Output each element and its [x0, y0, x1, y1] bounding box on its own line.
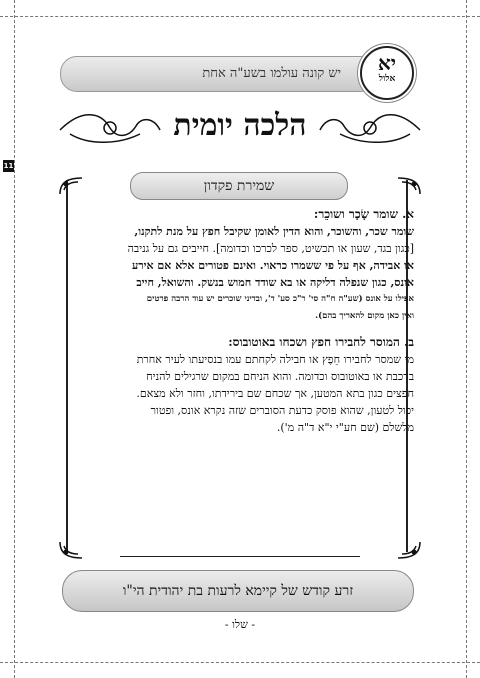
dedication-banner — [62, 570, 414, 612]
text-line: ואין כאן מקום להאריך בהם). — [315, 311, 414, 321]
date-logo — [360, 46, 414, 100]
title-ornament-row — [50, 100, 430, 156]
page-number-tab: 11 — [3, 162, 14, 170]
text-line: מלשלם (שם חע"י י"א ד"ה מ'). — [276, 421, 414, 434]
corner-ornament-icon — [58, 540, 84, 560]
top-banner — [60, 56, 378, 92]
halacha-section-b — [64, 334, 414, 436]
corner-ornament-icon — [396, 176, 422, 196]
text-line: יכול לטעון, שהוא פוסק כדעת הסוברים שזה נקרא אונס, ופטור — [150, 404, 414, 417]
corner-ornament-icon — [58, 176, 84, 196]
page-footer: - שלו - — [224, 618, 256, 631]
bottom-divider — [120, 556, 360, 557]
crop-line-right — [466, 0, 467, 678]
logo-month: אלול — [378, 74, 396, 84]
section-title-text: שמירת פקדון — [203, 178, 275, 194]
text-line: או אבידה, אף על פי ששמרו כראוי. ואינם פטורים אלא אם אירע — [132, 259, 414, 272]
halacha-section-a — [64, 206, 414, 325]
text-line: חפצים כגון בתא המטען, אך שכחם שם בירידתו, וחזר ולא מצאם. — [136, 387, 414, 400]
logo-day: יא — [377, 51, 397, 75]
text-line: ברכבת או באוטובוס וכדומה. והוא הניחם במקום שרגילים להניח — [146, 370, 414, 383]
text-line: אפילו על אונס (שע"ה ח"ה סי' ר"כ סע' ד', ובדיני שוכרים יש עוד הרבה פרטים — [146, 294, 414, 304]
crop-line-top — [0, 16, 480, 17]
dedication-text: זרע קודש של קיימא לרעות בת יהודית הי"ו — [122, 583, 354, 599]
crop-line-left — [14, 0, 15, 678]
text-line: אונס, כגון שנפלה דליקה או בא שודד חמוש בנשק. והשואל, חייב — [136, 276, 414, 289]
corner-ornament-icon — [396, 540, 422, 560]
section-heading: א. שומר שָׂכָר ושוכֵר: — [313, 207, 414, 221]
text-line: שומר שכר, והשוכר, והוא הדין לאומן שקיבל חפץ על מנת לתקנו, — [134, 225, 414, 238]
section-heading: ב. המוסר לחבירו חפץ ושכחו באוטובוס: — [228, 335, 414, 349]
text-line: [כגון בגד, שעון או תכשיט, ספר לכרכו וכדומה]. חייבים גם על גניבה — [127, 242, 414, 255]
section-title — [130, 172, 348, 200]
page-title: הלכה יומית — [173, 108, 307, 143]
text-line: מי שמסר לחבירו חֵפֶץ או חבילה לקחתם עמו בנסיעתו לעיר אחרת — [136, 353, 414, 366]
top-banner-text: יש קונה עולמו בשע"ה אחת — [202, 66, 341, 81]
crop-line-bottom — [0, 662, 480, 663]
